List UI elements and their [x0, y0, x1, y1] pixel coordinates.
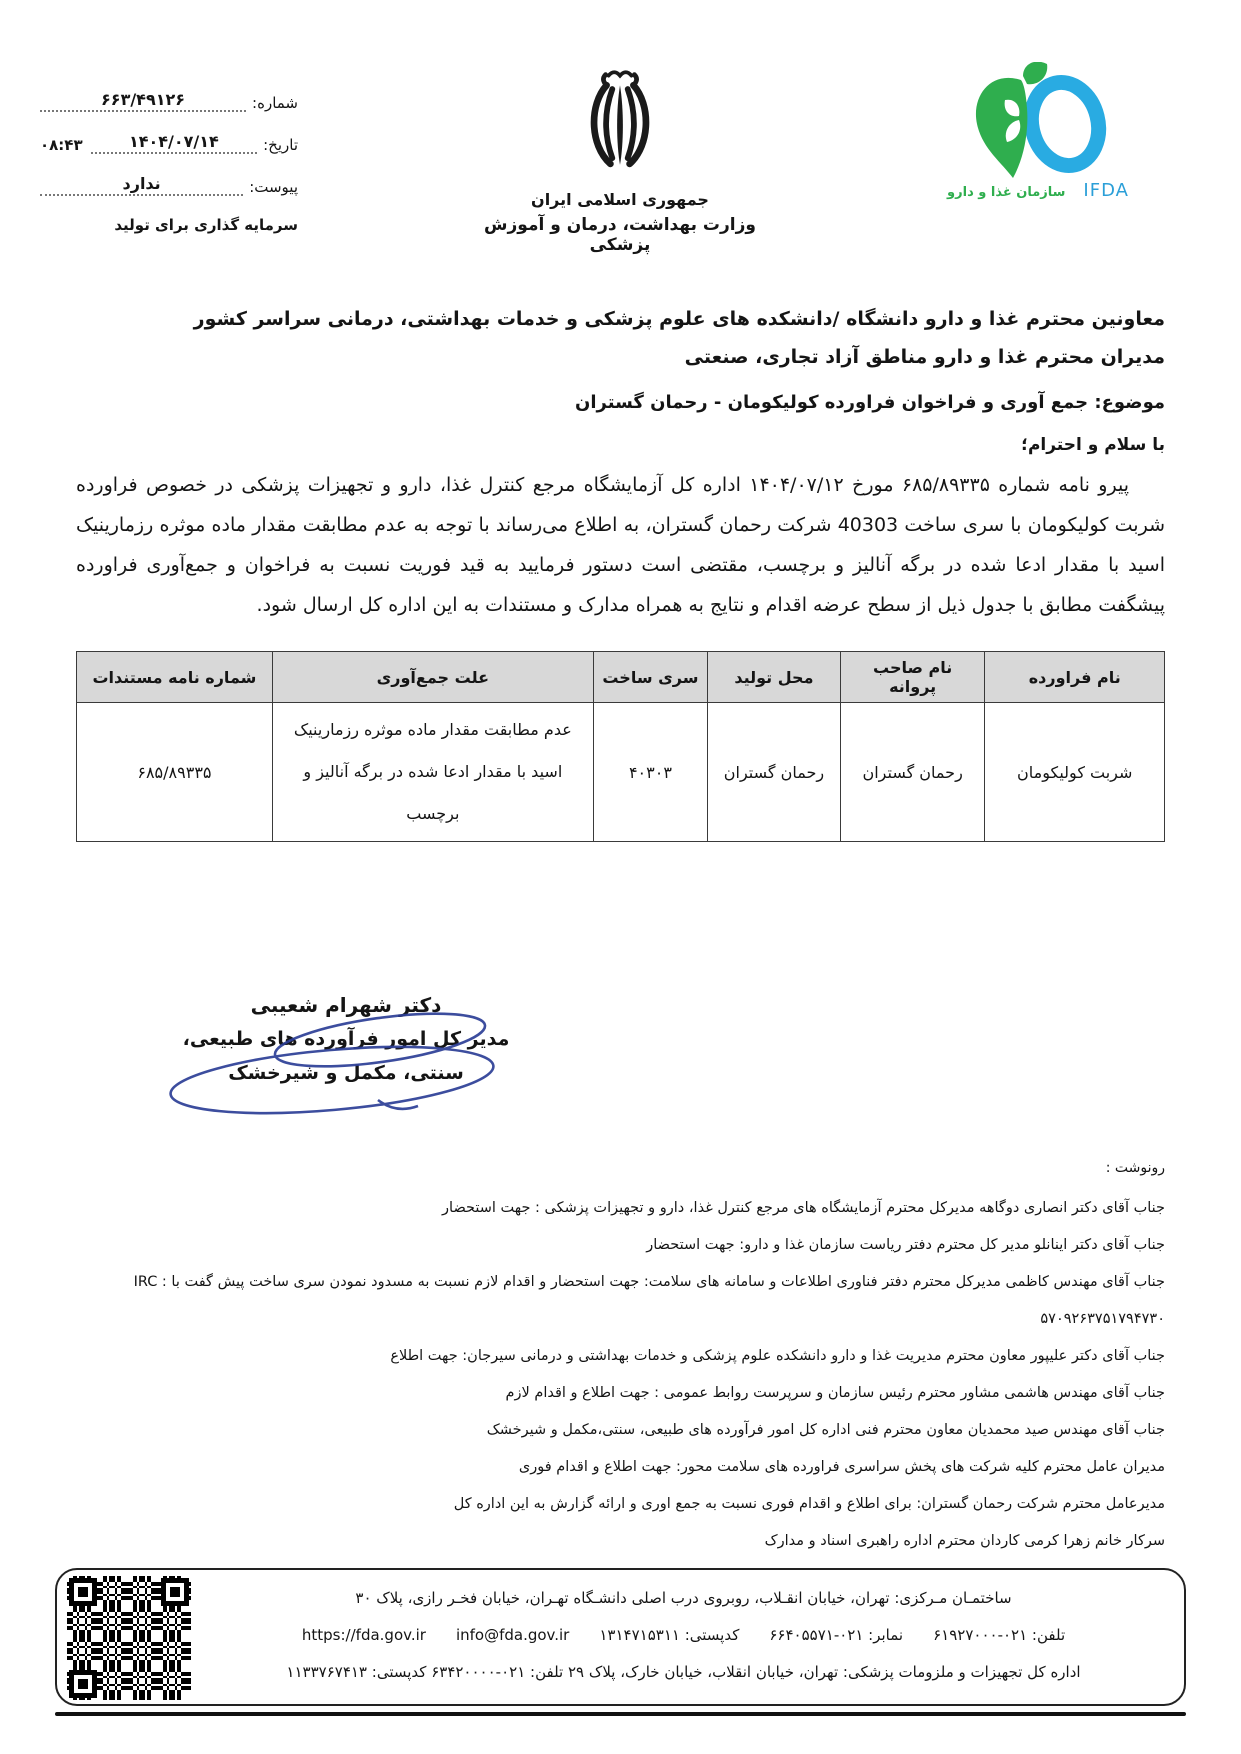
addressee-line-2: مدیران محترم غذا و دارو مناطق آزاد تجاری، صنعتی [684, 346, 1165, 368]
letter-date-row [40, 132, 298, 154]
ifda-name-en: IFDA [1083, 180, 1129, 201]
date-value: ۱۴۰۴/۰۷/۱۴ [91, 132, 257, 154]
signer-title-line-2: سنتی، مکمل و شیرخشک [228, 1062, 464, 1084]
ifda-logo-icon [943, 62, 1133, 194]
letter-content [76, 300, 1165, 842]
cell-recall-reason: عدم مطابقت مقدار ماده موثره رزمارینیک اسید با مقدار ادعا شده در برگه آنالیز و برچسب [272, 703, 593, 842]
table-header-row [77, 652, 1165, 703]
qr-finder-icon [69, 1578, 97, 1606]
number-label: شماره: [252, 94, 298, 112]
cc-item: جناب آقای دکتر انصاری دوگاهه مدیرکل محترم آزمایشگاه های مرجع کنترل غذا، دارو و تجهیزات پزشکی : جهت استحضار [442, 1200, 1165, 1216]
footer-box [55, 1568, 1186, 1706]
cc-list [76, 1190, 1165, 1560]
cc-item: جناب آقای مهندس کاظمی مدیرکل محترم دفتر فناوری اطلاعات و سامانه های سلامت: جهت استحضار و اقدام لازم نسبت به مسدود نمودن سری ساخت پیش گفت با IRC : ۵۷۰۹۲۶۳۷۵۱۷۹۴۷۳۰ [133, 1274, 1165, 1327]
cc-item: جناب آقای دکتر اینانلو مدیر کل محترم دفتر ریاست سازمان غذا و دارو: جهت استحضار [646, 1237, 1165, 1253]
body-paragraph: پیرو نامه شماره ۶۸۵/۸۹۳۳۵ مورخ ۱۴۰۴/۰۷/۱۲ اداره کل آزمایشگاه مرجع کنترل غذا، دارو و تجهیزات پزشکی در خصوص فراورده شربت کولیکومان با سری ساخت 40303 شرکت رحمان گستران، به اطلاع می‌رساند با توجه به عدم مطابقت مقدار ماده موثره رزمارینیک اسید با مقدار ادعا شده در برگه آنالیز و برچسب، مقتضی است دستور فرمایید به قید فوریت نسبت به فراخوان و جمع‌آوری فراورده پیشگفت مطابق با جدول ذیل از سطح عرضه اقدام و نتایج به همراه مدارک و مستندات به این اداره کل ارسال شود. [76, 474, 1165, 616]
emblem-title: جمهوری اسلامی ایران [531, 190, 709, 209]
col-product-name: نام فراورده [985, 652, 1165, 703]
number-value: ۶۶۳/۴۹۱۲۶ [40, 90, 246, 112]
salutation: با سلام و احترام؛ [1021, 435, 1165, 455]
time-value: ۰۸:۴۳ [40, 136, 83, 154]
letter-attachment-row [40, 174, 298, 196]
attachment-value: ندارد [40, 174, 243, 196]
bottom-rule [55, 1712, 1186, 1716]
addressee-line-1: معاونین محترم غذا و دارو دانشگاه /دانشکده های علوم پزشکی و خدمات بهداشتی، درمانی سراسر کشور [193, 308, 1165, 330]
cc-section [76, 1160, 1165, 1560]
qr-finder-icon [69, 1670, 97, 1698]
cell-document-letter-number: ۶۸۵/۸۹۳۳۵ [77, 703, 273, 842]
iran-emblem-icon [572, 66, 668, 186]
table-row [77, 703, 1165, 842]
ifda-logo-block [918, 62, 1158, 201]
cc-item: جناب آقای دکتر علیپور معاون محترم مدیریت غذا و دارو دانشکده علوم پزشکی و خدمات بهداشتی و درمانی سیرجان: جهت اطلاع [390, 1348, 1165, 1364]
ifda-name-fa: سازمان غذا و دارو [947, 185, 1066, 200]
col-license-holder: نام صاحب پروانه [840, 652, 985, 703]
letter-meta-block [40, 90, 298, 234]
government-emblem-block [455, 66, 785, 255]
subject-line: موضوع: جمع آوری و فراخوان فراورده کولیکومان - رحمان گستران [575, 392, 1165, 413]
cell-license-holder: رحمان گستران [840, 703, 985, 842]
qr-code [67, 1576, 191, 1700]
cc-item: مدیرعامل محترم شرکت رحمان گستران: برای اطلاع و اقدام فوری نسبت به جمع اوری و ارائه گزارش به این اداره کل [453, 1496, 1165, 1512]
col-batch-number: سری ساخت [593, 652, 707, 703]
footer-phone: تلفن: ۰۲۱-۶۱۹۲۷۰۰۰ [933, 1626, 1066, 1644]
footer-postal-code: کدپستی: ۱۳۱۴۷۱۵۳۱۱ [599, 1626, 740, 1644]
attachment-label: پیوست: [249, 178, 298, 196]
signature-block [128, 988, 564, 1090]
footer-address-line: ساختمـان مـرکزی: تهران، خیابان انقـلاب، روبروی درب اصلی دانشـگاه تهـران، خیابان فخـر رازی، پلاک ۳۰ [355, 1589, 1012, 1607]
letter-number-row [40, 90, 298, 112]
col-recall-reason: علت جمع‌آوری [272, 652, 593, 703]
footer-content [207, 1580, 1160, 1691]
year-slogan: سرمایه گذاری برای تولید [114, 216, 298, 234]
col-production-site: محل تولید [708, 652, 841, 703]
signer-title-line-1: مدیر کل امور فرآورده های طبیعی، [182, 1028, 510, 1050]
cc-item: مدیران عامل محترم کلیه شرکت های پخش سراسری فراورده های سلامت محور: جهت اطلاع و اقدام فوری [518, 1459, 1165, 1475]
footer-website-url: https://fda.gov.ir [301, 1626, 426, 1644]
cc-item: جناب آقای مهندس صید محمدیان معاون محترم فنی اداره کل امور فرآورده های طبیعی، سنتی،مکمل و شیرخشک [486, 1422, 1165, 1438]
cc-item: جناب آقای مهندس هاشمی مشاور محترم رئیس سازمان و سرپرست روابط عمومی : جهت اطلاع و اقدام لازم [505, 1385, 1165, 1401]
recall-table [76, 651, 1165, 842]
qr-finder-icon [161, 1578, 189, 1606]
cell-production-site: رحمان گستران [708, 703, 841, 842]
ifda-caption [918, 180, 1158, 201]
cell-product-name: شربت کولیکومان [985, 703, 1165, 842]
footer-email: info@fda.gov.ir [455, 1626, 570, 1644]
footer-equipment-office-line: اداره کل تجهیزات و ملزومات پزشکی: تهران، خیابان انقلاب، خیابان خارک، پلاک ۲۹ تلفن: ۰۲۱-۶۳۴۲۰۰۰۰ کدپستی: ۱۱۳۳۷۶۷۴۱۳ [286, 1663, 1081, 1681]
col-document-letter-number: شماره نامه مستندات [77, 652, 273, 703]
footer-contact-line [207, 1617, 1160, 1654]
cell-batch-number: ۴۰۳۰۳ [593, 703, 707, 842]
cc-item: سرکار خانم زهرا کرمی کاردان محترم اداره راهبری اسناد و مدارک [764, 1533, 1165, 1549]
cc-label: رونوشت : [1105, 1160, 1165, 1176]
signer-name: دکتر شهرام شعیبی [250, 993, 442, 1017]
footer-fax: نمابر: ۰۲۱-۶۶۴۰۵۵۷۱ [769, 1626, 904, 1644]
ministry-title: وزارت بهداشت، درمان و آموزش پزشکی [484, 215, 756, 255]
date-label: تاریخ: [263, 136, 298, 154]
